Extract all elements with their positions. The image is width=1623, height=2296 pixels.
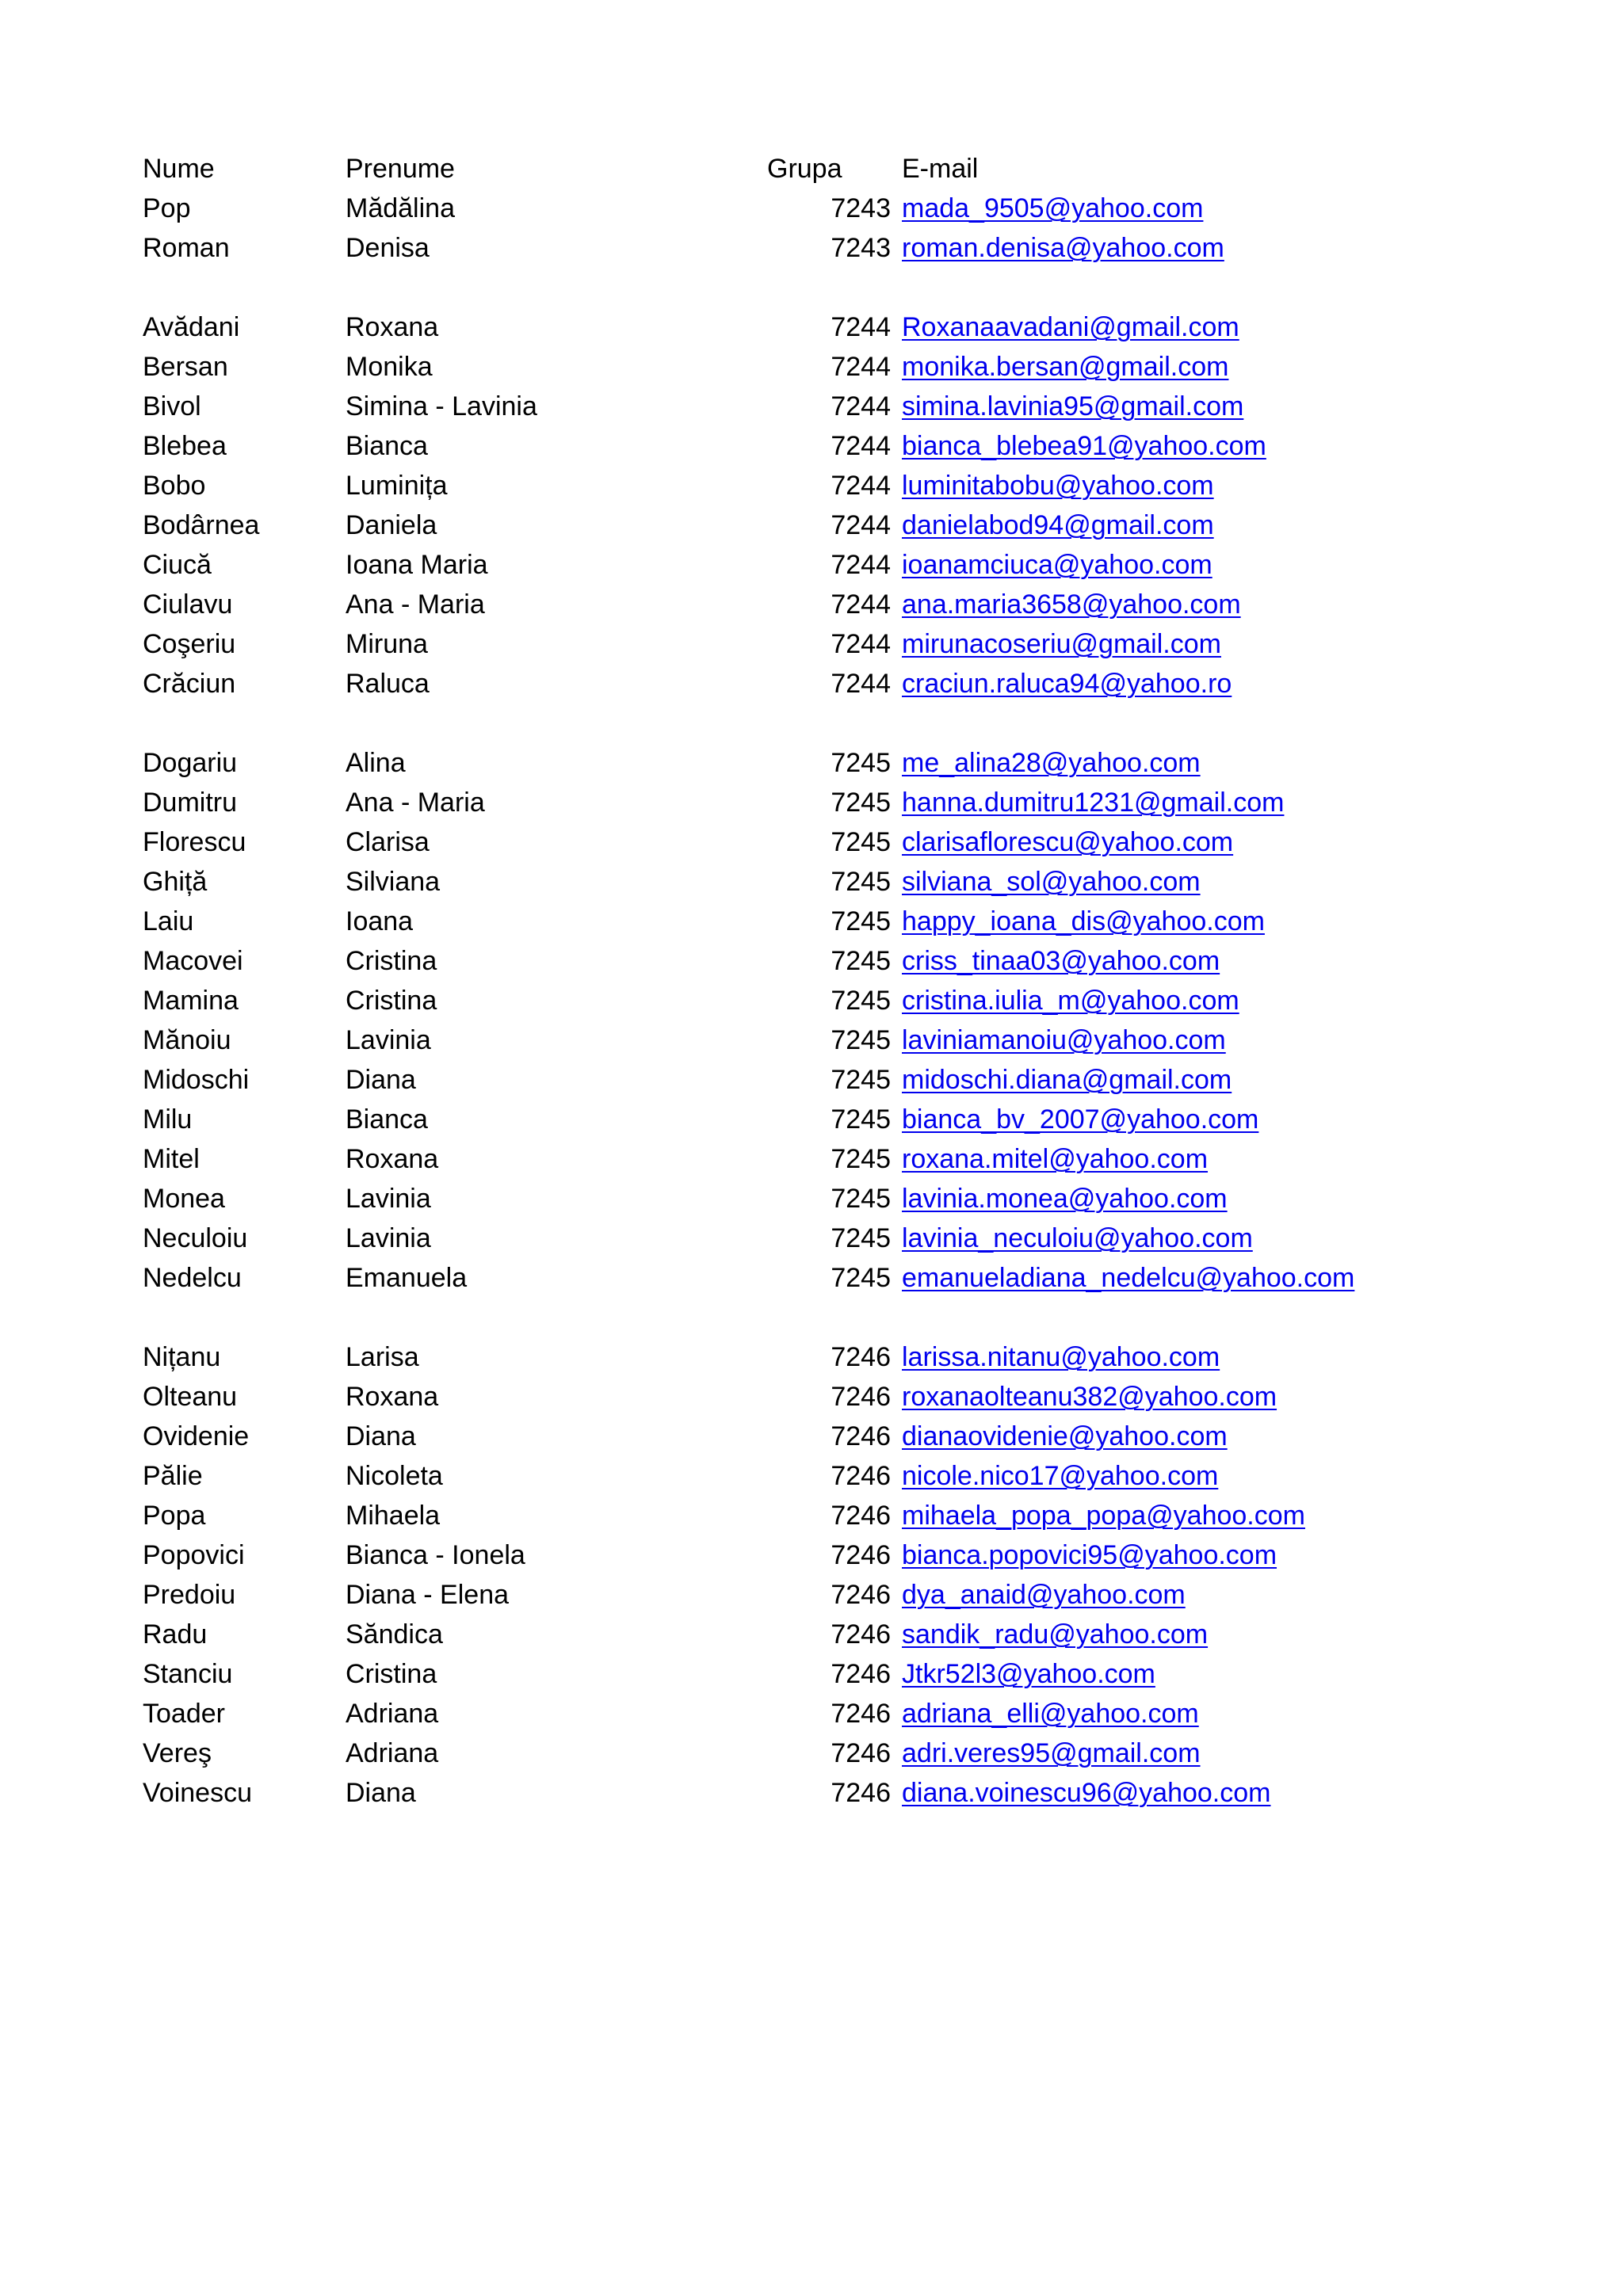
cell-email [902, 585, 1354, 624]
cell-email [902, 743, 1354, 783]
cell-grupa: 7243 [831, 233, 891, 263]
cell-grupa: 7245 [831, 1184, 891, 1214]
cell-grupa: 7244 [831, 431, 891, 461]
cell-email [902, 1773, 1354, 1813]
email-link[interactable]: danielabod94@gmail.com [902, 510, 1214, 540]
cell-prenume: Cristina [346, 1659, 437, 1689]
cell-email [902, 1654, 1354, 1694]
email-link[interactable]: hanna.dumitru1231@gmail.com [902, 788, 1285, 818]
cell-prenume: Larisa [346, 1342, 419, 1372]
cell-prenume: Cristina [346, 986, 437, 1016]
cell-grupa: 7245 [831, 827, 891, 857]
table-row [143, 1733, 1354, 1773]
cell-email [902, 822, 1354, 862]
cell-grupa: 7243 [831, 193, 891, 223]
cell-nume: Ovidenie [143, 1421, 250, 1451]
cell-prenume: Cristina [346, 946, 437, 976]
cell-nume: Stanciu [143, 1659, 233, 1689]
table-row [143, 1535, 1354, 1575]
cell-email [902, 1337, 1354, 1377]
email-link[interactable]: nicole.nico17@yahoo.com [902, 1461, 1219, 1491]
cell-nume: Pălie [143, 1461, 203, 1491]
table-row [143, 1417, 1354, 1456]
cell-email [902, 1020, 1354, 1060]
table-row [143, 307, 1354, 347]
email-link[interactable]: mihaela_popa_popa@yahoo.com [902, 1501, 1305, 1531]
cell-email [902, 307, 1354, 347]
cell-grupa: 7246 [831, 1580, 891, 1610]
roster-body [143, 189, 1354, 1813]
table-row [143, 1773, 1354, 1813]
header-nume: Nume [143, 154, 215, 184]
group-spacer [143, 268, 1354, 307]
cell-grupa: 7244 [831, 550, 891, 580]
cell-email [902, 189, 1354, 228]
cell-email [902, 1694, 1354, 1733]
cell-email [902, 1139, 1354, 1179]
cell-email [902, 466, 1354, 505]
cell-nume: Nițanu [143, 1342, 221, 1372]
cell-prenume: Alina [346, 748, 406, 778]
email-link[interactable]: Jtkr52l3@yahoo.com [902, 1659, 1155, 1689]
cell-prenume: Ioana Maria [346, 550, 488, 580]
cell-prenume: Diana [346, 1421, 416, 1451]
table-row [143, 1258, 1354, 1298]
cell-email [902, 941, 1354, 981]
cell-nume: Mănoiu [143, 1025, 231, 1055]
cell-email [902, 228, 1354, 268]
email-link[interactable]: diana.voinescu96@yahoo.com [902, 1778, 1271, 1808]
cell-nume: Radu [143, 1619, 208, 1650]
email-link[interactable]: lavinia_neculoiu@yahoo.com [902, 1223, 1253, 1253]
cell-email [902, 981, 1354, 1020]
cell-nume: Florescu [143, 827, 246, 857]
email-link[interactable]: midoschi.diana@gmail.com [902, 1065, 1232, 1095]
cell-grupa: 7245 [831, 986, 891, 1016]
cell-nume: Predoiu [143, 1580, 236, 1610]
email-link[interactable]: monika.bersan@gmail.com [902, 352, 1229, 382]
email-link[interactable]: larissa.nitanu@yahoo.com [902, 1342, 1220, 1372]
table-row [143, 981, 1354, 1020]
header-email: E-mail [902, 154, 979, 184]
table-row [143, 189, 1354, 228]
table-row [143, 1575, 1354, 1615]
cell-grupa: 7244 [831, 471, 891, 501]
table-row [143, 545, 1354, 585]
email-link[interactable]: bianca_bv_2007@yahoo.com [902, 1104, 1259, 1135]
table-row [143, 466, 1354, 505]
cell-nume: Macovei [143, 946, 243, 976]
cell-nume: Ghiță [143, 867, 208, 897]
cell-nume: Voinescu [143, 1778, 252, 1808]
cell-prenume: Silviana [346, 867, 441, 897]
cell-prenume: Săndica [346, 1619, 443, 1650]
cell-email [902, 624, 1354, 664]
cell-email [902, 347, 1354, 387]
email-link[interactable]: bianca_blebea91@yahoo.com [902, 431, 1266, 461]
table-row [143, 1496, 1354, 1535]
cell-nume: Neculoiu [143, 1223, 248, 1253]
cell-nume: Coşeriu [143, 629, 236, 659]
cell-prenume: Mădălina [346, 193, 455, 223]
cell-grupa: 7244 [831, 629, 891, 659]
email-link[interactable]: dianaovidenie@yahoo.com [902, 1421, 1228, 1451]
cell-email [902, 1456, 1354, 1496]
cell-grupa: 7245 [831, 1104, 891, 1135]
cell-email [902, 1060, 1354, 1100]
table-row [143, 1337, 1354, 1377]
cell-nume: Laiu [143, 906, 194, 936]
email-link[interactable]: bianca.popovici95@yahoo.com [902, 1540, 1277, 1570]
cell-email [902, 1377, 1354, 1417]
cell-nume: Avădani [143, 312, 240, 342]
group-spacer-cell [143, 268, 1354, 307]
group-spacer [143, 1298, 1354, 1337]
table-row [143, 1654, 1354, 1694]
table-row [143, 387, 1354, 426]
email-link[interactable]: lavinia.monea@yahoo.com [902, 1184, 1228, 1214]
email-link[interactable]: me_alina28@yahoo.com [902, 748, 1201, 778]
email-link[interactable]: adri.veres95@gmail.com [902, 1738, 1201, 1768]
cell-nume: Monea [143, 1184, 225, 1214]
cell-nume: Vereş [143, 1738, 212, 1768]
cell-nume: Nedelcu [143, 1263, 242, 1293]
cell-prenume: Roxana [346, 1382, 439, 1412]
cell-grupa: 7245 [831, 748, 891, 778]
email-link[interactable]: Roxanaavadani@gmail.com [902, 312, 1239, 342]
cell-grupa: 7245 [831, 946, 891, 976]
table-row [143, 783, 1354, 822]
email-link[interactable]: happy_ioana_dis@yahoo.com [902, 906, 1265, 936]
cell-email [902, 545, 1354, 585]
cell-email [902, 1535, 1354, 1575]
table-row [143, 347, 1354, 387]
cell-prenume: Denisa [346, 233, 430, 263]
cell-grupa: 7246 [831, 1342, 891, 1372]
cell-email [902, 1179, 1354, 1219]
cell-prenume: Diana [346, 1065, 416, 1095]
cell-grupa: 7246 [831, 1501, 891, 1531]
cell-email [902, 1615, 1354, 1654]
cell-prenume: Luminița [346, 471, 448, 501]
email-link[interactable]: mada_9505@yahoo.com [902, 193, 1204, 223]
email-link[interactable]: adriana_elli@yahoo.com [902, 1699, 1199, 1729]
cell-grupa: 7245 [831, 1025, 891, 1055]
cell-email [902, 1219, 1354, 1258]
table-row [143, 1060, 1354, 1100]
email-link[interactable]: mirunacoseriu@gmail.com [902, 629, 1221, 659]
cell-grupa: 7244 [831, 312, 891, 342]
cell-nume: Roman [143, 233, 230, 263]
cell-nume: Crăciun [143, 669, 236, 699]
cell-grupa: 7245 [831, 1144, 891, 1174]
table-row [143, 1456, 1354, 1496]
cell-grupa: 7246 [831, 1461, 891, 1491]
cell-nume: Bobo [143, 471, 206, 501]
email-link[interactable]: dya_anaid@yahoo.com [902, 1580, 1186, 1610]
cell-prenume: Bianca [346, 431, 428, 461]
cell-grupa: 7245 [831, 867, 891, 897]
table-row [143, 1100, 1354, 1139]
cell-email [902, 783, 1354, 822]
cell-prenume: Adriana [346, 1699, 439, 1729]
cell-prenume: Ana - Maria [346, 589, 485, 620]
cell-grupa: 7244 [831, 510, 891, 540]
cell-prenume: Adriana [346, 1738, 439, 1768]
cell-grupa: 7246 [831, 1778, 891, 1808]
table-row [143, 1179, 1354, 1219]
cell-email [902, 505, 1354, 545]
table-row [143, 585, 1354, 624]
cell-grupa: 7245 [831, 1223, 891, 1253]
table-row [143, 1219, 1354, 1258]
email-link[interactable]: roxana.mitel@yahoo.com [902, 1144, 1209, 1174]
cell-email [902, 1575, 1354, 1615]
table-row [143, 941, 1354, 981]
cell-nume: Dogariu [143, 748, 238, 778]
cell-email [902, 1100, 1354, 1139]
group-spacer-cell [143, 704, 1354, 743]
cell-email [902, 1733, 1354, 1773]
cell-prenume: Bianca [346, 1104, 428, 1135]
cell-nume: Mamina [143, 986, 239, 1016]
cell-grupa: 7246 [831, 1738, 891, 1768]
cell-grupa: 7244 [831, 589, 891, 620]
table-row [143, 1377, 1354, 1417]
cell-nume: Bivol [143, 391, 201, 421]
cell-email [902, 902, 1354, 941]
email-link[interactable]: simina.lavinia95@gmail.com [902, 391, 1244, 421]
cell-grupa: 7246 [831, 1421, 891, 1451]
cell-prenume: Lavinia [346, 1223, 431, 1253]
cell-prenume: Roxana [346, 312, 439, 342]
cell-prenume: Lavinia [346, 1184, 431, 1214]
email-link[interactable]: laviniamanoiu@yahoo.com [902, 1025, 1226, 1055]
table-row [143, 664, 1354, 704]
table-row [143, 743, 1354, 783]
cell-grupa: 7246 [831, 1619, 891, 1650]
email-link[interactable]: roman.denisa@yahoo.com [902, 233, 1224, 263]
cell-grupa: 7245 [831, 1263, 891, 1293]
email-link[interactable]: craciun.raluca94@yahoo.ro [902, 669, 1232, 699]
cell-grupa: 7245 [831, 1065, 891, 1095]
cell-grupa: 7246 [831, 1382, 891, 1412]
cell-prenume: Raluca [346, 669, 430, 699]
header-prenume: Prenume [346, 154, 455, 184]
cell-email [902, 664, 1354, 704]
cell-prenume: Bianca - Ionela [346, 1540, 525, 1570]
table-row [143, 1139, 1354, 1179]
cell-nume: Ciucă [143, 550, 212, 580]
table-row [143, 862, 1354, 902]
table-row [143, 1694, 1354, 1733]
cell-prenume: Miruna [346, 629, 428, 659]
cell-prenume: Emanuela [346, 1263, 468, 1293]
email-link[interactable]: luminitabobu@yahoo.com [902, 471, 1214, 501]
cell-email [902, 387, 1354, 426]
cell-nume: Milu [143, 1104, 193, 1135]
cell-grupa: 7244 [831, 669, 891, 699]
cell-email [902, 1496, 1354, 1535]
table-row [143, 624, 1354, 664]
cell-prenume: Daniela [346, 510, 437, 540]
header-row [143, 149, 1354, 189]
email-link[interactable]: sandik_radu@yahoo.com [902, 1619, 1209, 1650]
cell-nume: Popovici [143, 1540, 245, 1570]
cell-prenume: Simina - Lavinia [346, 391, 537, 421]
student-roster-table [143, 149, 1354, 1813]
cell-prenume: Roxana [346, 1144, 439, 1174]
cell-email [902, 1417, 1354, 1456]
cell-prenume: Monika [346, 352, 433, 382]
email-link[interactable]: silviana_sol@yahoo.com [902, 867, 1201, 897]
cell-nume: Midoschi [143, 1065, 250, 1095]
group-spacer-cell [143, 1298, 1354, 1337]
email-link[interactable]: roxanaolteanu382@yahoo.com [902, 1382, 1277, 1412]
table-row [143, 902, 1354, 941]
table-row [143, 426, 1354, 466]
cell-nume: Mitel [143, 1144, 200, 1174]
cell-prenume: Ioana [346, 906, 414, 936]
cell-grupa: 7245 [831, 906, 891, 936]
cell-nume: Toader [143, 1699, 225, 1729]
cell-nume: Popa [143, 1501, 206, 1531]
cell-prenume: Lavinia [346, 1025, 431, 1055]
cell-grupa: 7244 [831, 352, 891, 382]
cell-nume: Olteanu [143, 1382, 238, 1412]
cell-prenume: Diana [346, 1778, 416, 1808]
table-row [143, 228, 1354, 268]
cell-prenume: Nicoleta [346, 1461, 443, 1491]
cell-nume: Pop [143, 193, 191, 223]
cell-email [902, 426, 1354, 466]
cell-grupa: 7246 [831, 1659, 891, 1689]
header-grupa: Grupa [767, 154, 842, 184]
cell-prenume: Clarisa [346, 827, 430, 857]
email-link[interactable]: clarisaflorescu@yahoo.com [902, 827, 1234, 857]
cell-email [902, 1258, 1354, 1298]
table-row [143, 505, 1354, 545]
cell-nume: Bodârnea [143, 510, 260, 540]
table-row [143, 822, 1354, 862]
cell-nume: Ciulavu [143, 589, 233, 620]
cell-nume: Blebea [143, 431, 227, 461]
cell-prenume: Mihaela [346, 1501, 441, 1531]
email-link[interactable]: cristina.iulia_m@yahoo.com [902, 986, 1239, 1016]
cell-prenume: Diana - Elena [346, 1580, 510, 1610]
cell-grupa: 7246 [831, 1540, 891, 1570]
email-link[interactable]: emanueladiana_nedelcu@yahoo.com [902, 1263, 1355, 1293]
cell-prenume: Ana - Maria [346, 788, 485, 818]
cell-nume: Bersan [143, 352, 228, 382]
table-row [143, 1020, 1354, 1060]
email-link[interactable]: criss_tinaa03@yahoo.com [902, 946, 1220, 976]
group-spacer [143, 704, 1354, 743]
cell-nume: Dumitru [143, 788, 238, 818]
cell-grupa: 7246 [831, 1699, 891, 1729]
cell-grupa: 7244 [831, 391, 891, 421]
email-link[interactable]: ioanamciuca@yahoo.com [902, 550, 1212, 580]
email-link[interactable]: ana.maria3658@yahoo.com [902, 589, 1241, 620]
cell-grupa: 7245 [831, 788, 891, 818]
table-row [143, 1615, 1354, 1654]
cell-email [902, 862, 1354, 902]
